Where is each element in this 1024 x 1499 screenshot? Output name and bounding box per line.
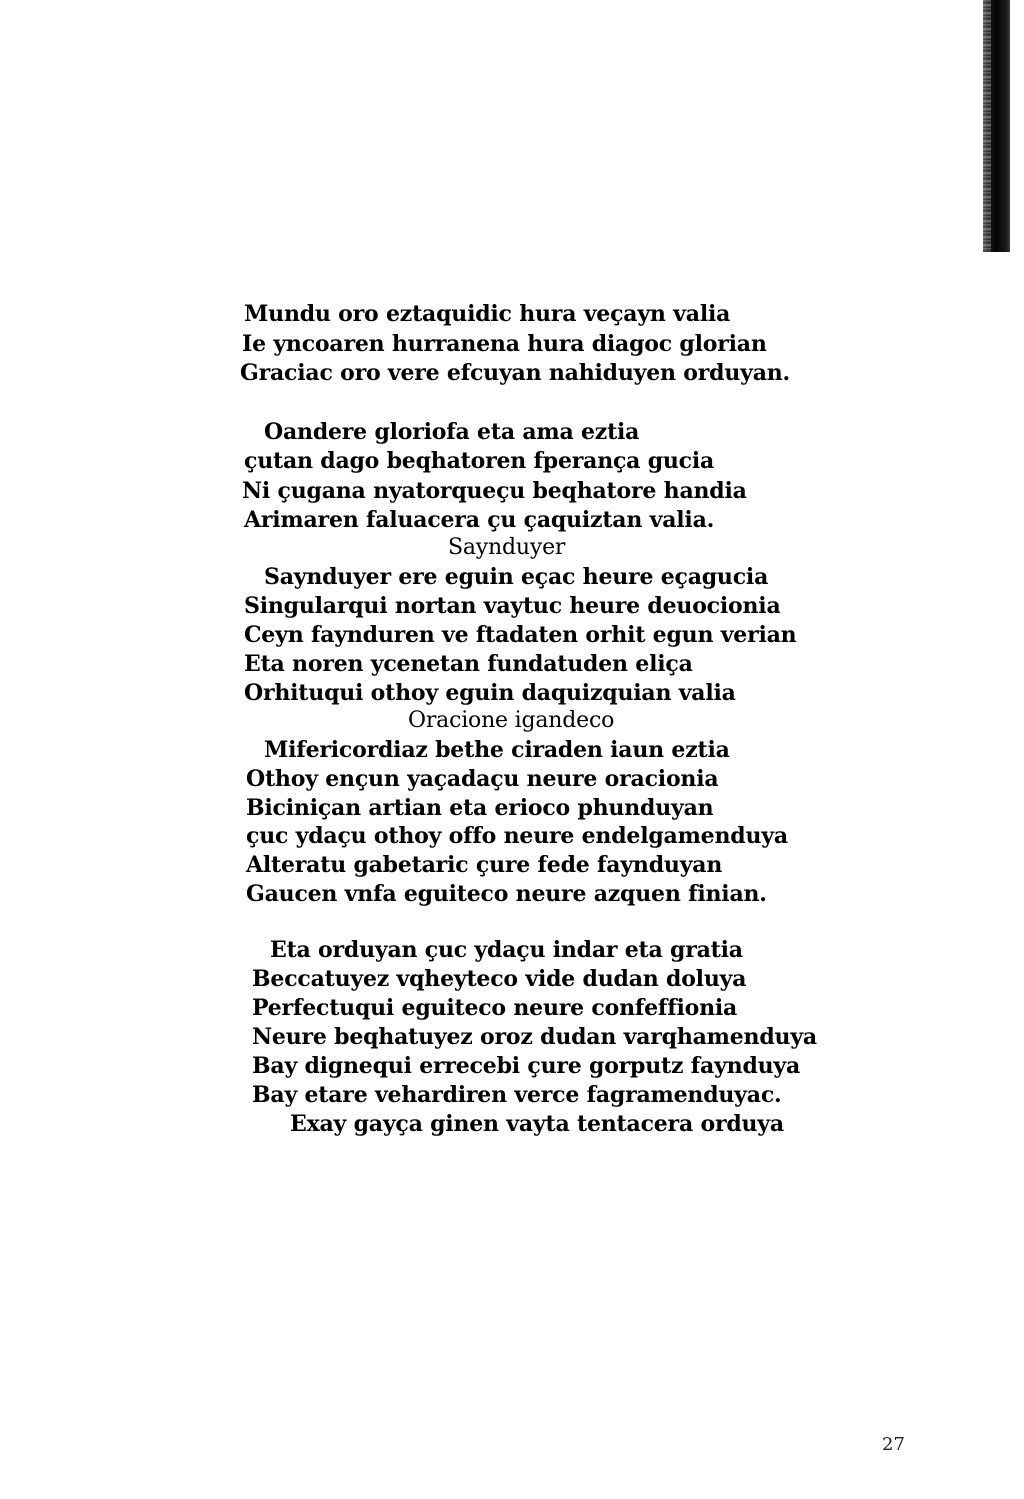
verse-line: Oandere gloriofa eta ama eztia [264,419,640,445]
verse-line: çuc ydaçu othoy offo neure endelgamenduya [246,823,788,849]
verse-line: Exay gayça ginen vayta tentacera orduya [290,1111,784,1137]
verse-line: Beccatuyez vqheyteco vide dudan doluya [252,966,747,992]
verse-line: Ceyn faynduren ve ftadaten orhit egun verian [244,622,797,648]
verse-line: Bay etare vehardiren verce fagramenduyac. [252,1082,782,1108]
verse-line: Biciniçan artian eta erioco phunduyan [246,795,714,821]
verse-line: Othoy ençun yaçadaçu neure oracionia [246,766,719,792]
verse-line: Alteratu gabetaric çure fede faynduyan [246,852,723,878]
verse-line: Orhituqui othoy eguin daquizquian valia [244,680,736,706]
verse-line: Mundu oro eztaquidic hura veçayn valia [244,301,731,327]
section-heading: Oracione igandeco [408,708,615,733]
verse-line: Eta noren ycenetan fundatuden eliça [244,651,693,677]
verse-line: Gaucen vnfa eguiteco neure azquen finian. [246,881,767,907]
verse-line: Singularqui nortan vaytuc heure deuocionia [244,593,781,619]
verse-line: Ie yncoaren hurranena hura diagoc glorian [242,331,767,357]
verse-line: Eta orduyan çuc ydaçu indar eta gratia [270,937,743,963]
verse-line: Mifericordiaz bethe ciraden iaun eztia [264,737,730,763]
verse-line: Bay dignequi errecebi çure gorputz faynduya [252,1053,801,1079]
verse-line: çutan dago beqhatoren fperança gucia [244,448,715,474]
section-heading: Saynduyer [448,535,566,560]
scan-edge-shadow [983,0,1010,252]
verse-line: Perfectuqui eguiteco neure confeffionia [252,995,738,1021]
verse-line: Arimaren faluacera çu çaquiztan valia. [244,507,715,533]
verse-line: Saynduyer ere eguin eçac heure eçagucia [264,564,769,590]
verse-line: Ni çugana nyatorqueçu beqhatore handia [242,478,747,504]
verse-line: Graciac oro vere efcuyan nahiduyen orduyan. [240,360,791,386]
page-number: 27 [882,1434,905,1455]
verse-line: Neure beqhatuyez oroz dudan varqhamenduya [252,1024,817,1050]
